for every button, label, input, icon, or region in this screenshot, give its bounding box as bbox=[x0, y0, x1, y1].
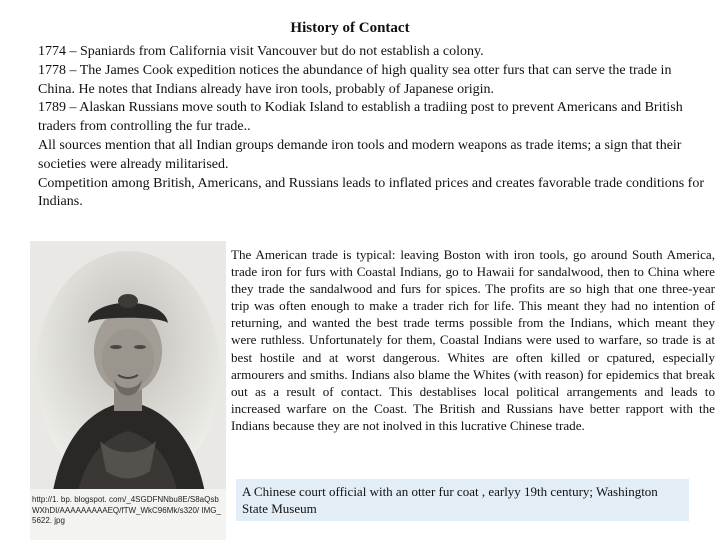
photo-caption: A Chinese court official with an otter fur coat , earlyy 19th century; Washington State Museum bbox=[236, 479, 689, 521]
portrait-photo bbox=[30, 241, 226, 540]
intro-line: All sources mention that all Indian groups demande iron tools and modern weapons as trade items; a sign that their societies were already militarised. bbox=[38, 137, 682, 172]
intro-line: 1774 – Spaniards from California visit Vancouver but do not establish a colony. bbox=[38, 44, 484, 59]
intro-text bbox=[38, 43, 710, 212]
intro-line: 1789 – Alaskan Russians move south to Kodiak Island to establish a tradiing post to prevent Americans and British traders from controlling the fur trade.. bbox=[38, 100, 683, 135]
intro-line: Competition among British, Americans, and Russians leads to inflated prices and creates favorable trade conditions for Indians. bbox=[38, 175, 704, 210]
page-title: History of Contact bbox=[290, 20, 410, 36]
photo-source-url: http://1. bp. blogspot. com/_4SGDFNNbu8E/S8aQsb WXhDI/AAAAAAAAAEQ/fTW_WkC96Mk/s320/ IMG_5622. jpg bbox=[32, 495, 221, 525]
intro-line: 1778 – The James Cook expedition notices the abundance of high quality sea otter furs that can serve the trade in China. He notes that Indians already have iron tools, probably of Japanese origin. bbox=[38, 62, 672, 97]
body-paragraph: The American trade is typical: leaving Boston with iron tools, go around South America, trade iron for furs with Coastal Indians, go to Hawaii for sandalwood, then to China where they trade the sandalwood and furs for spices. The profits are so high that one three-year trip was often enough to make a trader rich for life. This meant they had no intention of returning, and wanted the best trade terms possible from the Indians, which meant they were ruthless. Unfortunately for them, Coastal Indians were used to warfare, so trade is at best hostile and at worst dangerous. Whites are often killed or cpatured, especially armourers and smiths. Indians also blame the Whites (with reason) for epidemics that break out as a result of contact. This destablises local political arrangements and leads to increased warfare on the Coast. The British and Russians have better rapport with the Indians because they are not inolved in this lucrative Chinese trade. bbox=[231, 247, 715, 433]
